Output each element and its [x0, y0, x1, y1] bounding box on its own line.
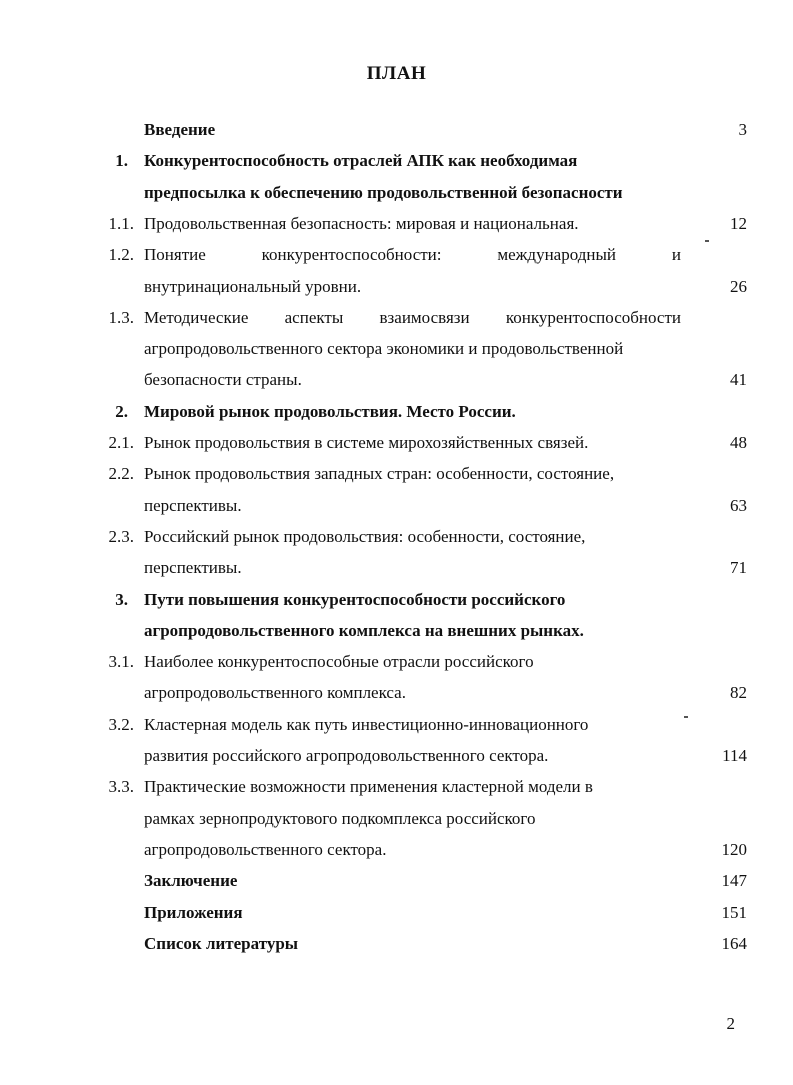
toc-entry-text: рамках зернопродуктового подкомплекса российского [144, 809, 536, 828]
toc-entry [0, 181, 793, 205]
toc-word: международный [497, 245, 616, 264]
toc-entry-text: Мировой рынок продовольствия. Место России. [144, 402, 516, 421]
toc-entry-text: Практические возможности применения кластерной модели в [144, 777, 593, 796]
toc-entry-text: агропродовольственного сектора. [144, 840, 387, 859]
toc-entry-number: 2.2. [108, 464, 134, 483]
toc-entry-text: Наиболее конкурентоспособные отрасли российского [144, 652, 534, 671]
toc-page-number: 164 [721, 934, 747, 953]
toc-entry-text: Пути повышения конкурентоспособности российского [144, 590, 566, 609]
toc-page-number: 147 [721, 871, 747, 890]
toc-page-number: 41 [730, 370, 747, 389]
toc-word: аспекты [284, 308, 344, 327]
toc-page-number: 26 [730, 277, 747, 296]
toc-entry-text: агропродовольственного комплекса. [144, 683, 406, 702]
toc-entry-number: 1. [115, 151, 128, 170]
toc-entry [0, 118, 793, 142]
toc-entry [0, 212, 793, 236]
toc-entry-text: Введение [144, 120, 216, 139]
toc-entry [0, 525, 793, 549]
toc-entry [0, 149, 793, 173]
toc-page-number: 120 [721, 840, 747, 859]
toc-entry [0, 869, 793, 893]
toc-word: Методические [144, 308, 249, 327]
toc-entry-number: 3.2. [108, 715, 134, 734]
toc-page-number: 48 [730, 433, 747, 452]
toc-page-number: 12 [730, 214, 747, 233]
toc-entry [0, 681, 793, 705]
scan-speck [705, 240, 709, 242]
toc-word: и [671, 245, 681, 264]
toc-entry-text: Конкурентоспособность отраслей АПК как необходимая [144, 151, 578, 170]
toc-page-number: 63 [730, 496, 747, 515]
toc-entry-text: перспективы. [144, 496, 242, 515]
toc-entry [0, 650, 793, 674]
toc-entry-number: 1.1. [108, 214, 134, 233]
toc-entry-text: перспективы. [144, 558, 242, 577]
toc-entry-number: 1.2. [108, 245, 134, 264]
toc-entry [0, 556, 793, 580]
toc-word: конкурентоспособности [505, 308, 681, 327]
toc-entry [0, 619, 793, 643]
toc-entry-text: агропродовольственного сектора экономики и продовольственной [144, 339, 624, 358]
toc-entry [0, 807, 793, 831]
toc-entry-text-justified [144, 306, 681, 330]
toc-entry-text: Российский рынок продовольствия: особенности, состояние, [144, 527, 586, 546]
toc-entry [0, 932, 793, 956]
toc-entry-text: Список литературы [144, 934, 299, 953]
toc-entry-text: Рынок продовольствия в системе мирохозяйственных связей. [144, 433, 589, 452]
toc-entry-number: 1.3. [108, 308, 134, 327]
toc-entry-text: внутринациональный уровни. [144, 277, 362, 296]
toc-entry-text: безопасности страны. [144, 370, 302, 389]
toc-word: взаимосвязи [379, 308, 470, 327]
toc-entry [0, 275, 793, 299]
toc-word: Понятие [144, 245, 206, 264]
toc-entry [0, 838, 793, 862]
toc-entry [0, 243, 793, 267]
toc-page-number: 3 [738, 120, 747, 139]
toc-page-number: 71 [730, 558, 747, 577]
toc-entry-text: Продовольственная безопасность: мировая и национальная. [144, 214, 579, 233]
toc-entry-number: 3.3. [108, 777, 134, 796]
toc-page-number: 82 [730, 683, 747, 702]
toc-entry-number: 3.1. [108, 652, 134, 671]
toc-entry [0, 713, 793, 737]
toc-entry [0, 588, 793, 612]
toc-entry-number: 2.3. [108, 527, 134, 546]
scan-speck [684, 716, 688, 718]
toc-entry [0, 775, 793, 799]
toc-entry [0, 494, 793, 518]
toc-entry [0, 337, 793, 361]
toc-entry [0, 744, 793, 768]
toc-page-number: 151 [721, 903, 747, 922]
toc-entry [0, 462, 793, 486]
toc-page-number: 114 [722, 746, 747, 765]
toc-entry-number: 2. [115, 402, 128, 421]
toc-entry-text: Приложения [144, 903, 243, 922]
toc-entry-text: Заключение [144, 871, 238, 890]
toc-entry-text-justified [144, 243, 681, 267]
toc-entry-number: 2.1. [108, 433, 134, 452]
toc-entry-text: предпосылка к обеспечению продовольственной безопасности [144, 183, 623, 202]
toc-entry [0, 306, 793, 330]
toc-entry-text: развития российского агропродовольственного сектора. [144, 746, 549, 765]
toc-entry [0, 431, 793, 455]
toc-entry-text: агропродовольственного комплекса на внешних рынках. [144, 621, 584, 640]
toc-entry-text: Кластерная модель как путь инвестиционно-инновационного [144, 715, 589, 734]
toc-entry-number: 3. [115, 590, 128, 609]
toc-entry [0, 368, 793, 392]
page-title: ПЛАН [366, 63, 427, 84]
toc-entry [0, 400, 793, 424]
toc-entry [0, 901, 793, 925]
toc-entry-text: Рынок продовольствия западных стран: особенности, состояние, [144, 464, 615, 483]
toc-word: конкурентоспособности: [261, 245, 442, 264]
footer-page-number: 2 [726, 1014, 735, 1033]
